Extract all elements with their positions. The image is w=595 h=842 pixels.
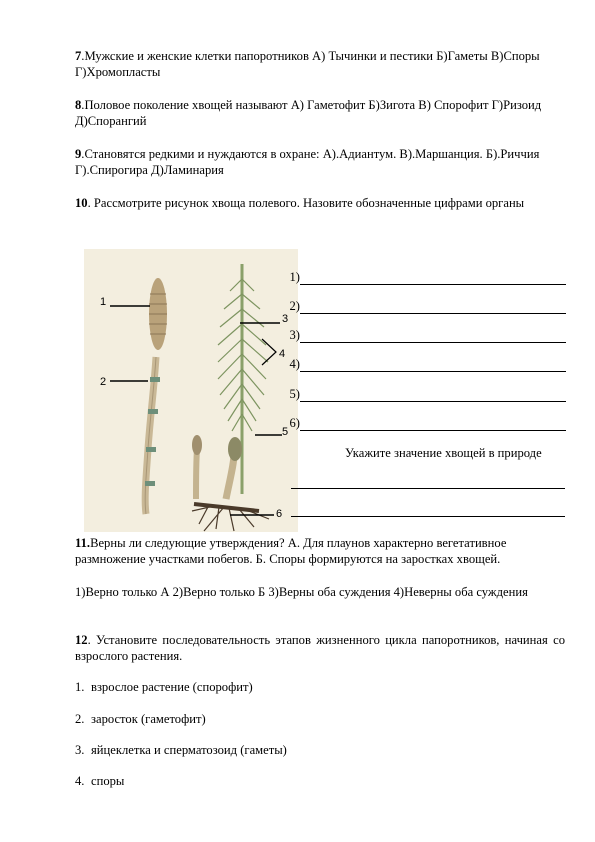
answer-line-significance-1[interactable]: [291, 488, 565, 489]
question-11: [75, 535, 565, 567]
question-10-number: 10: [75, 196, 88, 210]
rhizome: [192, 504, 269, 531]
list-item: 1. взрослое растение (спорофит): [75, 680, 253, 694]
question-7-text: .Мужские и женские клетки папоротников А) Тычинки и пестики Б)Гаметы В)Споры Г)Хромопласты: [75, 49, 540, 79]
horsetail-figure: [84, 249, 298, 532]
question-12: [75, 632, 565, 664]
question-9-number: 9: [75, 147, 82, 161]
answer-number-2: 2): [289, 299, 300, 313]
figure-label-3: 3: [282, 313, 289, 325]
figure-label-2: 2: [100, 376, 107, 388]
answer-number-1: 1): [289, 270, 300, 284]
list-item: 3. яйцеклетка и сперматозоид (гаметы): [75, 743, 287, 757]
question-12-text: . Установите последовательность этапов жизненного цикла папоротников, начиная со взрослого растения.: [75, 633, 565, 663]
question-11-number: 11.: [75, 536, 91, 550]
answer-number-3: 3): [289, 328, 300, 342]
vegetative-shoot: [218, 264, 268, 494]
answer-line-3[interactable]: [286, 328, 566, 344]
young-shoots: [192, 435, 242, 499]
nature-significance-prompt: Укажите значение хвощей в природе: [345, 446, 542, 460]
question-12-number: 12: [75, 633, 88, 647]
list-item: 2. заросток (гаметофит): [75, 712, 206, 726]
question-11-text: Верны ли следующие утверждения? А. Для плаунов характерно вегетативное размножение участками побегов. Б. Споры формируются на заростках хвощей.: [75, 536, 507, 566]
fertile-shoot: [145, 278, 167, 514]
question-11-options: 1)Верно только А 2)Верно только Б 3)Верны оба суждения 4)Неверны оба суждения: [75, 585, 528, 599]
question-7-number: 7: [75, 49, 82, 63]
answer-line-4[interactable]: [286, 357, 566, 373]
answer-number-4: 4): [289, 357, 300, 371]
answer-number-6: 6): [289, 416, 300, 430]
figure-label-5: 5: [282, 426, 289, 438]
question-8-text: .Половое поколение хвощей называют А) Гаметофит Б)Зигота В) Спорофит Г)Ризоид Д)Спорангий: [75, 98, 542, 128]
question-9: [75, 146, 565, 178]
figure-label-6: 6: [276, 508, 283, 520]
question-7: [75, 48, 565, 80]
answer-number-5: 5): [289, 387, 300, 401]
answer-line-1[interactable]: [286, 270, 566, 286]
question-8: [75, 97, 565, 129]
question-8-number: 8: [75, 98, 82, 112]
question-10: [75, 195, 535, 211]
answer-line-significance-2[interactable]: [291, 516, 565, 517]
question-10-text: . Рассмотрите рисунок хвоща полевого. Назовите обозначенные цифрами органы: [87, 196, 525, 210]
answer-line-5[interactable]: [286, 387, 566, 403]
figure-label-1: 1: [100, 296, 107, 308]
answer-line-2[interactable]: [286, 299, 566, 315]
answer-line-6[interactable]: [286, 416, 566, 432]
question-9-text: .Становятся редкими и нуждаются в охране: А).Адиантум. В).Маршанция. Б).Риччия Г).Спирогира Д)Ламинария: [75, 147, 540, 177]
figure-label-4: 4: [279, 348, 286, 360]
list-item: 4. споры: [75, 774, 125, 788]
